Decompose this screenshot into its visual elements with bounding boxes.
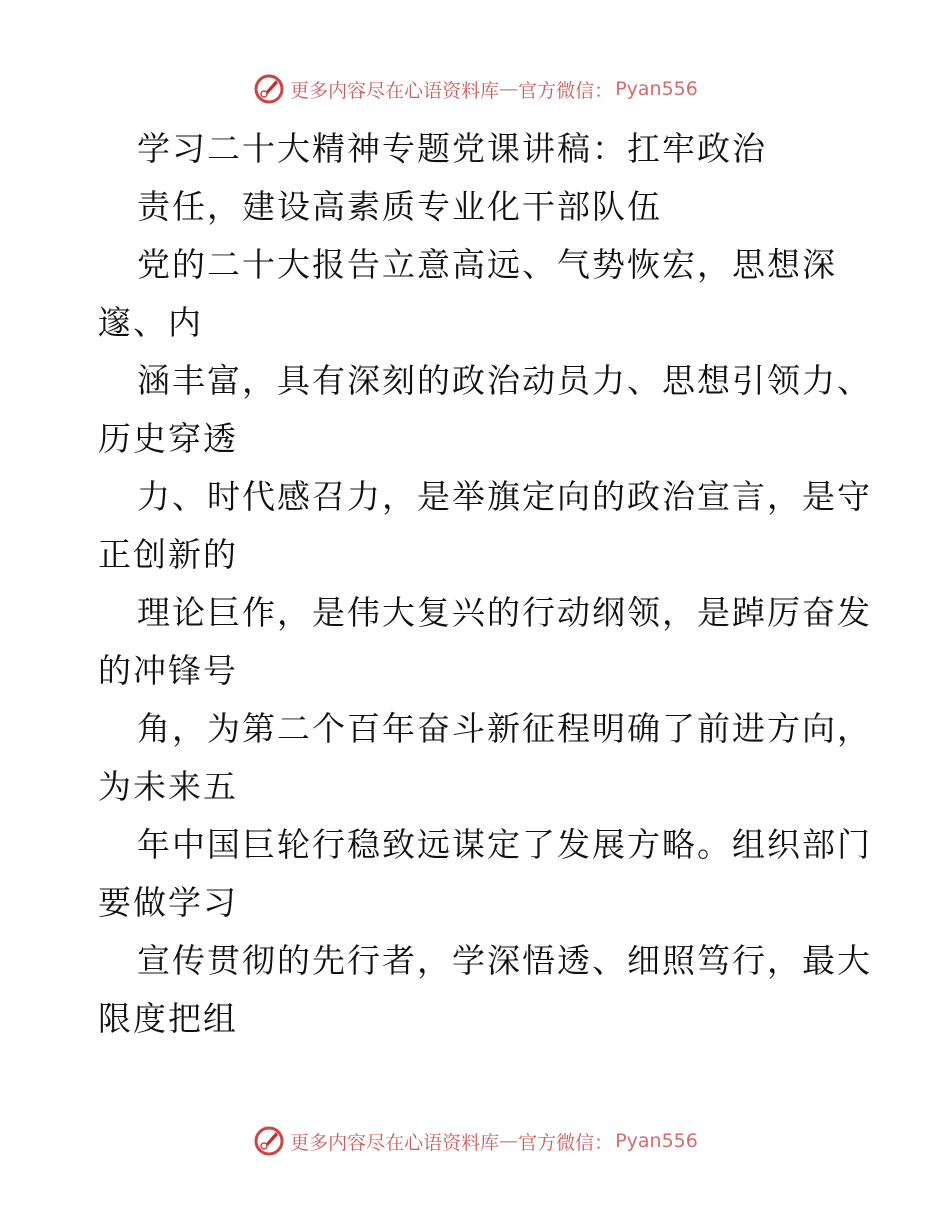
watermark-sep: — — [499, 1130, 519, 1152]
text-line: 的冲锋号 — [98, 651, 238, 690]
text-line: 年中国巨轮行稳致远谋定了发展方略。组织部门 — [137, 825, 872, 864]
text-line: 涵丰富，具有深刻的政治动员力、思想引领力、 — [137, 361, 872, 400]
text-line: 为未来五 — [98, 767, 238, 806]
footer-watermark — [0, 1124, 950, 1158]
text-line: 理论巨作，是伟大复兴的行动纲领，是踔厉奋发 — [137, 593, 872, 632]
watermark-id: Pyan556 — [615, 1130, 698, 1152]
watermark-main: 更多内容尽在心语资料库 — [290, 79, 500, 102]
text-line: 宣传贯彻的先行者，学深悟透、细照笃行，最大 — [137, 941, 872, 980]
text-line: 历史穿透 — [98, 419, 238, 458]
text-line: 力、时代感召力，是举旗定向的政治宣言，是守 — [137, 477, 872, 516]
text-line: 责任，建设高素质专业化干部队伍 — [137, 187, 662, 226]
document-body — [0, 120, 950, 1048]
text-line: 党的二十大报告立意高远、气势恢宏，思想深 — [137, 245, 837, 284]
watermark-id: Pyan556 — [615, 78, 698, 100]
logo-icon — [252, 72, 286, 106]
header-watermark — [0, 72, 950, 106]
text-line: 角，为第二个百年奋斗新征程明确了前进方向， — [137, 709, 872, 748]
watermark-label: 官方微信： — [518, 79, 614, 102]
text-line: 要做学习 — [98, 883, 238, 922]
text-line: 正创新的 — [98, 535, 238, 574]
watermark-sep: — — [499, 78, 519, 100]
logo-icon — [252, 1124, 286, 1158]
text-line: 学习二十大精神专题党课讲稿：扛牢政治 — [137, 129, 767, 168]
watermark-label: 官方微信： — [518, 1131, 614, 1154]
watermark-main: 更多内容尽在心语资料库 — [290, 1131, 500, 1154]
text-line: 限度把组 — [98, 999, 238, 1038]
text-line: 邃、内 — [98, 303, 203, 342]
